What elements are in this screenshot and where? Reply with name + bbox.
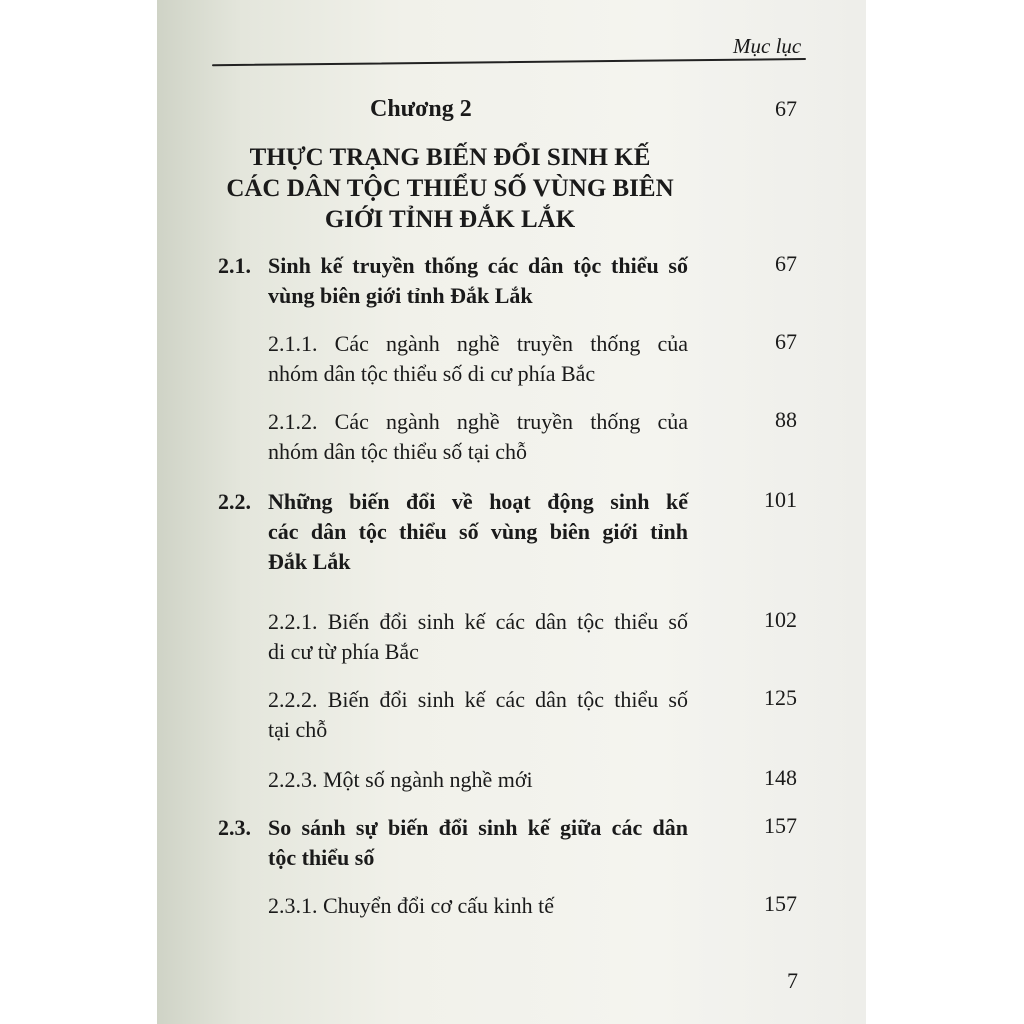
entry-text-line: nhóm dân tộc thiểu số tại chỗ	[268, 439, 528, 464]
running-header: Mục lục	[733, 34, 802, 58]
entry-page: 125	[764, 685, 797, 710]
entry-text-line: tộc thiểu số	[268, 845, 375, 870]
chapter-page: 67	[775, 96, 797, 121]
entry-text-line: Đắk Lắk	[268, 549, 351, 574]
chapter-title-line: GIỚI TỈNH ĐẮK LẮK	[324, 206, 576, 233]
entry-page: 102	[764, 607, 797, 632]
entry-text-line: các dân tộc thiểu số vùng biên giới tỉnh	[268, 519, 688, 544]
chapter-title	[200, 142, 700, 235]
entry-text-line: 2.1.1. Các ngành nghề truyền thống của	[268, 331, 688, 356]
entry-page: 88	[775, 407, 797, 432]
chapter-title-line: CÁC DÂN TỘC THIỂU SỐ VÙNG BIÊN	[226, 175, 674, 202]
entry-text-line: Những biến đổi về hoạt động sinh kế	[268, 489, 688, 514]
entry-text-line: 2.2.3. Một số ngành nghề mới	[268, 767, 533, 792]
entry-page: 157	[764, 813, 797, 838]
entry-text-line: 2.2.2. Biến đổi sinh kế các dân tộc thiểu số	[268, 687, 688, 712]
entry-page: 101	[764, 487, 797, 512]
chapter-title-line: THỰC TRẠNG BIẾN ĐỔI SINH KẾ	[249, 144, 651, 171]
entry-text-line: di cư từ phía Bắc	[268, 639, 419, 664]
entry-text-line: nhóm dân tộc thiểu số di cư phía Bắc	[268, 361, 596, 386]
page-number: 7	[787, 968, 798, 993]
entry-page: 148	[764, 765, 797, 790]
section-number: 2.2.	[218, 489, 251, 514]
entry-page: 157	[764, 891, 797, 916]
entry-text-line: 2.3.1. Chuyển đổi cơ cấu kinh tế	[268, 893, 554, 918]
entry-text-line: 2.1.2. Các ngành nghề truyền thống của	[268, 409, 688, 434]
entry-text-line: So sánh sự biến đổi sinh kế giữa các dân	[268, 815, 688, 840]
entry-text-line: 2.2.1. Biến đổi sinh kế các dân tộc thiểu số	[268, 609, 688, 634]
entry-text-line: vùng biên giới tỉnh Đắk Lắk	[268, 283, 533, 308]
entry-page: 67	[775, 251, 797, 276]
entry-text-line: Sinh kế truyền thống các dân tộc thiểu số	[268, 253, 688, 278]
section-number: 2.3.	[218, 815, 251, 840]
entry-text-line: tại chỗ	[268, 717, 328, 742]
chapter-label: Chương 2	[370, 96, 472, 122]
section-number: 2.1.	[218, 253, 251, 278]
entry-page: 67	[775, 329, 797, 354]
